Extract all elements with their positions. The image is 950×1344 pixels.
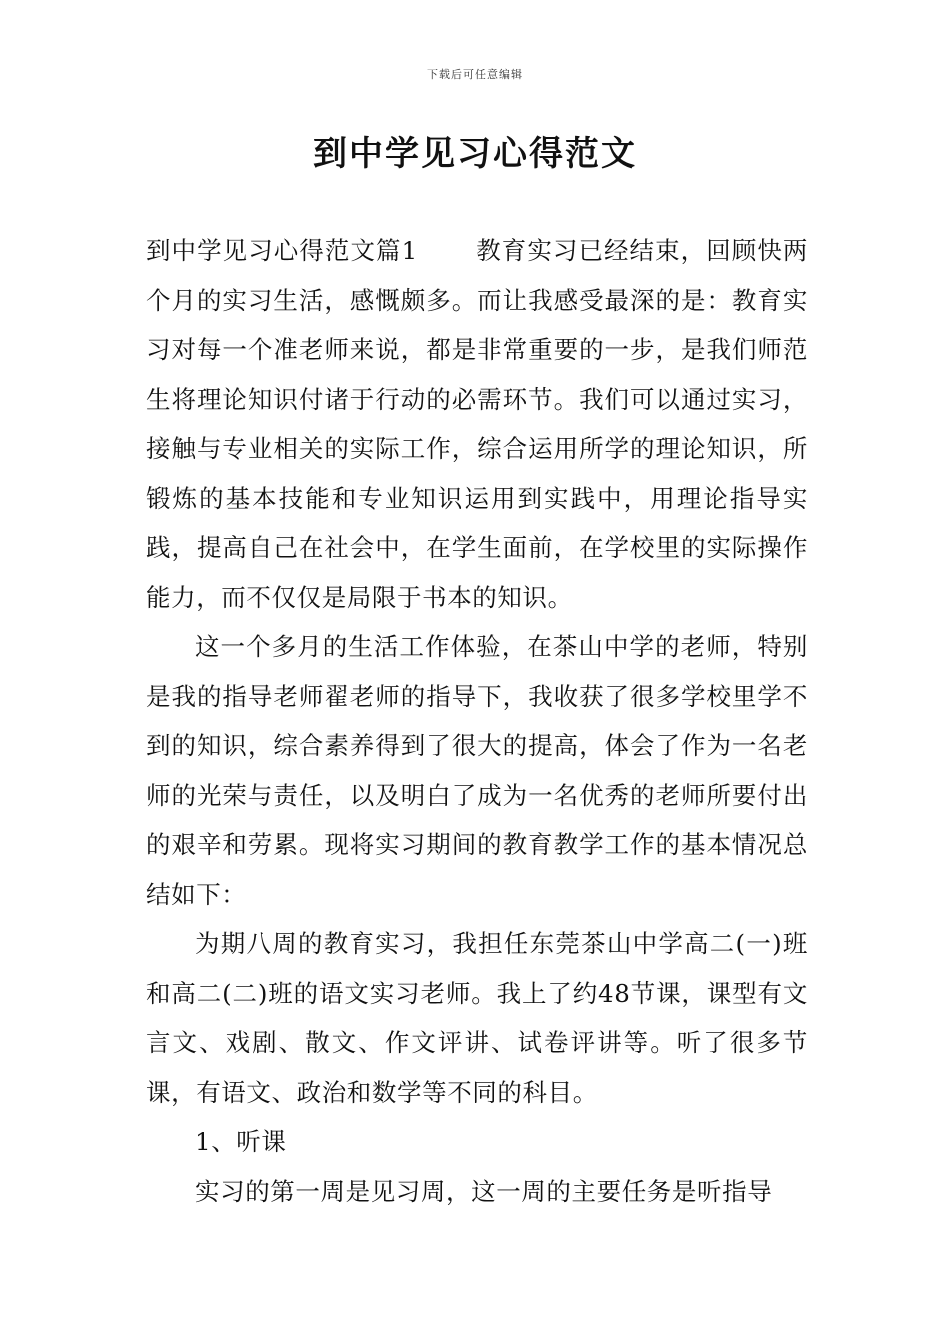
paragraph-5 (146, 1167, 808, 1217)
header-note: 下载后可任意编辑 (427, 68, 523, 81)
paragraph-text: 1、听课 (195, 1127, 287, 1156)
paragraph-3 (146, 919, 808, 1117)
paragraph-1 (146, 226, 808, 622)
paragraph-2 (146, 622, 808, 919)
paragraph-text: 实习的第一周是见习周，这一周的主要任务是听指导 (195, 1176, 773, 1206)
paragraph-text: 为期八周的教育实习，我担任东莞茶山中学高二(一)班和高二(二)班的语文实习老师。我上了约48节课，课型有文言文、戏剧、散文、作文评讲、试卷评讲等。听了很多节课，有语文、政治和数学等不同的科目。 (146, 929, 808, 1107)
paragraph-text: 教育实习已经结束，回顾快两个月的实习生活，感慨颇多。而让我感受最深的是：教育实习对每一个准老师来说，都是非常重要的一步，是我们师范生将理论知识付诸于行动的必需环节。我们可以通过实习，接触与专业相关的实际工作，综合运用所学的理论知识，所锻炼的基本技能和专业知识运用到实践中，用理论指导实践，提高自己在社会中，在学生面前，在学校里的实际操作能力，而不仅仅是局限于书本的知识。 (146, 236, 808, 612)
document-body (146, 226, 808, 1216)
paragraph-text: 这一个多月的生活工作体验，在茶山中学的老师，特别是我的指导老师翟老师的指导下，我收获了很多学校里学不到的知识，综合素养得到了很大的提高，体会了作为一名老师的光荣与责任，以及明白了成为一名优秀的老师所要付出的艰辛和劳累。现将实习期间的教育教学工作的基本情况总结如下： (146, 632, 808, 909)
section-heading: 到中学见习心得范文篇1 (146, 236, 418, 265)
document-title: 到中学见习心得范文 (313, 134, 637, 174)
subheading-listening (146, 1117, 808, 1167)
